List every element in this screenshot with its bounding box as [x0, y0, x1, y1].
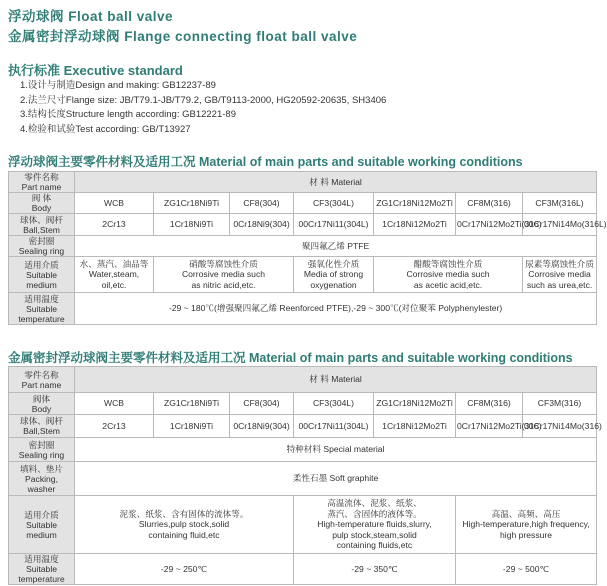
ball-material: 0Cr18Ni9(304)	[230, 214, 294, 236]
medium-cell: 硝酸等腐蚀性介质 Corrosive media such as nitric acid,etc.	[154, 257, 294, 293]
standard-item: 4.检验和试验Test according: GB/T13927	[20, 123, 191, 135]
temperature-label: 适用温度 Suitable temperature	[9, 554, 75, 585]
material-header: 材 料 Material	[75, 172, 597, 193]
title-flange-float-ball-valve: 金属密封浮动球阀 Flange connecting float ball valve	[8, 29, 358, 44]
medium-cell: 尿素等腐蚀性介质 Corrosive media such as urea,etc.	[523, 257, 597, 293]
temperature-value: -29 ~ 180℃(增强聚四氟乙烯 Reenforced PTFE),-29 ~ 300℃(对位聚苯 Polyphenylester)	[75, 293, 597, 325]
body-material: ZG1Cr18Ni9Ti	[154, 193, 230, 214]
medium-cell: 醋酸等腐蚀性介质 Corrosive media such as acetic acid,etc.	[374, 257, 523, 293]
sealing-ring-label: 密封圈 Sealing ring	[9, 438, 75, 462]
temperature-value: -29 ~ 500℃	[456, 554, 597, 585]
packing-material: 柔性石墨 Soft graphite	[75, 462, 597, 496]
medium-cell: 水、蒸汽、油品等 Water,steam, oil,etc.	[75, 257, 154, 293]
section2-table	[8, 366, 602, 585]
temperature-label: 适用温度 Suitable temperature	[9, 293, 75, 325]
ball-material: 1Cr18Ni12Mo2Ti	[374, 214, 456, 236]
body-material: CF3(304L)	[294, 393, 374, 415]
body-material: CF8(304)	[230, 193, 294, 214]
sealing-ring-material: 聚四氟乙烯 PTFE	[75, 236, 597, 257]
body-label: 阀体 Body	[9, 393, 75, 415]
ball-material: 1Cr18Ni12Mo2Ti	[374, 415, 456, 438]
sealing-ring-label: 密封圈 Sealing ring	[9, 236, 75, 257]
body-material: ZG1Cr18Ni12Mo2Ti	[374, 393, 456, 415]
ball-material: 1Cr18Ni9Ti	[154, 214, 230, 236]
ball-material: 00Cr17Ni11(304L)	[294, 214, 374, 236]
sealing-ring-material: 特种材料 Special material	[75, 438, 597, 462]
body-material: WCB	[75, 393, 154, 415]
medium-label: 适用介质 Suitable medium	[9, 496, 75, 554]
material-header: 材 料 Material	[75, 367, 597, 393]
body-material: CF3M(316)	[523, 393, 597, 415]
section1-heading: 浮动球阀主要零件材料及适用工况 Material of main parts and suitable working conditions	[8, 155, 523, 169]
body-label: 阀 体 Body	[9, 193, 75, 214]
body-material: CF3M(316L)	[523, 193, 597, 214]
ball-material: 0Cr18Ni9(304)	[230, 415, 294, 438]
standard-item: 3.结构长度Structure length according: GB12221-89	[20, 109, 236, 121]
medium-cell: 高温流体、泥浆、纸浆、 蒸汽、含固体的液体等。 High-temperature fluids,slurry, pulp stock,steam,solid containing fluids,etc	[294, 496, 456, 554]
body-material: CF8M(316)	[456, 393, 523, 415]
body-material: WCB	[75, 193, 154, 214]
body-material: CF8(304)	[230, 393, 294, 415]
section2-heading: 金属密封浮动球阀主要零件材料及适用工况 Material of main parts and suitable working conditions	[8, 351, 573, 365]
title-float-ball-valve: 浮动球阀 Float ball valve	[8, 9, 174, 24]
ball-material: 2Cr13	[75, 415, 154, 438]
ball-material: 0Cr17Ni12Mo2Ti(316)	[456, 214, 523, 236]
medium-label: 适用介质 Suitable medium	[9, 257, 75, 293]
ball-material: 2Cr13	[75, 214, 154, 236]
ball-material: 00Cr17Ni11(304L)	[294, 415, 374, 438]
standard-item: 1.设计与制造Design and making: GB12237-89	[20, 80, 216, 91]
temperature-value: -29 ~ 350℃	[294, 554, 456, 585]
body-material: CF8M(316)	[456, 193, 523, 214]
ball-material: 1Cr18Ni9Ti	[154, 415, 230, 438]
section1-table	[8, 171, 607, 325]
standard-list	[20, 79, 386, 137]
standard-item: 2.法兰尺寸Flange size: JB/T79.1-JB/T79.2, GB/T9113-2000, HG20592-20635, SH3406	[20, 94, 387, 106]
ball-stem-label: 球体、阀杆 Ball,Stem	[9, 214, 75, 236]
body-material: CF3(304L)	[294, 193, 374, 214]
ball-material: 00Cr17Ni14Mo(316L)	[523, 214, 597, 236]
ball-material: 0Cr17Ni12Mo2Ti(316)	[456, 415, 523, 438]
temperature-value: -29 ~ 250℃	[75, 554, 294, 585]
ball-material: 00Cr17Ni14Mo(316)	[523, 415, 597, 438]
medium-cell: 泥浆、纸浆、含有固体的流体等。 Slurries,pulp stock,solid containing fluid,etc	[75, 496, 294, 554]
body-material: ZG1Cr18Ni12Mo2Ti	[374, 193, 456, 214]
part-name-label: 零件名称 Part name	[9, 367, 75, 393]
medium-cell: 强氧化性介质 Media of strong oxygenation	[294, 257, 374, 293]
body-material: ZG1Cr18Ni9Ti	[154, 393, 230, 415]
standard-heading: 执行标准 Executive standard	[8, 63, 183, 78]
ball-stem-label: 球体、阀杆 Ball,Stem	[9, 415, 75, 438]
part-name-label: 零件名称 Part name	[9, 172, 75, 193]
packing-label: 填料、垫片 Packing, washer	[9, 462, 75, 496]
medium-cell: 高温、高频、高压 High-temperature,high frequency, high pressure	[456, 496, 597, 554]
